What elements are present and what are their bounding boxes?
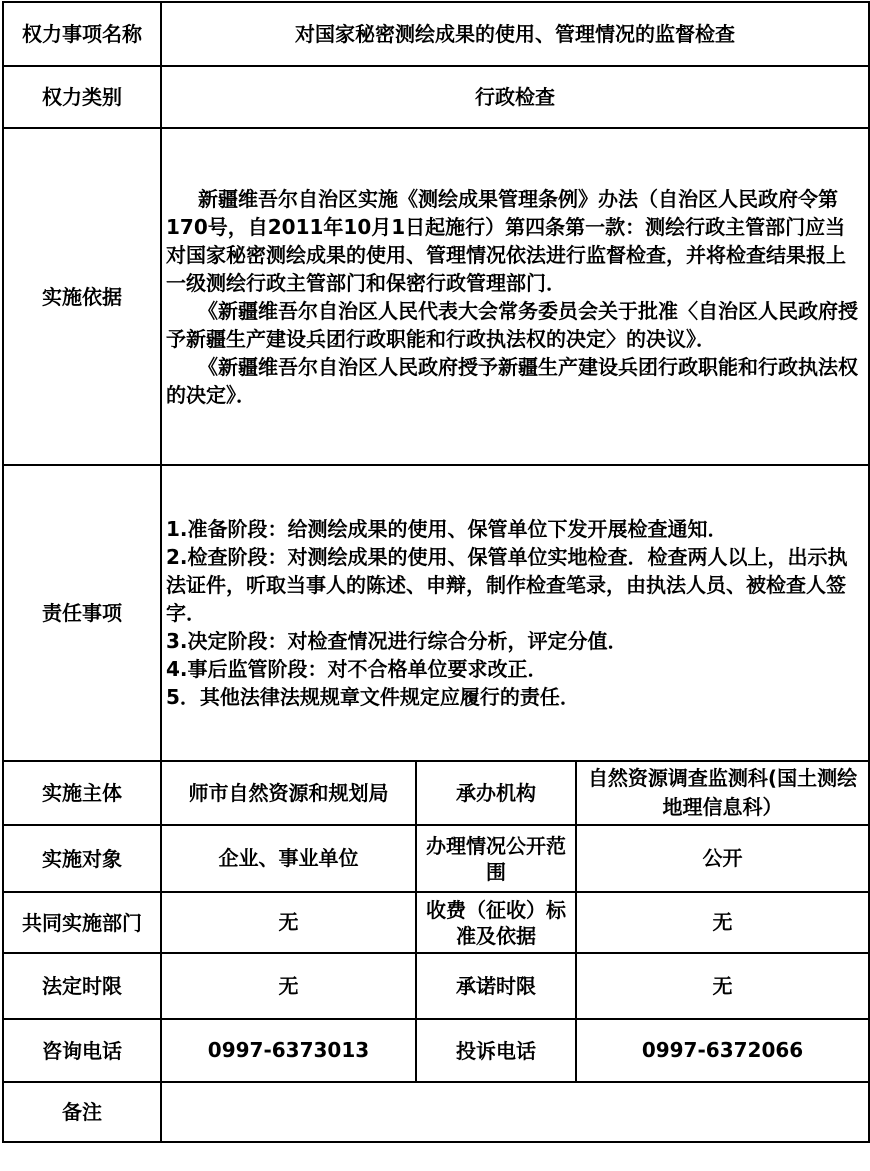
remarks-value xyxy=(161,1082,869,1142)
implementation-basis-label: 实施依据 xyxy=(3,128,161,465)
table-row-joint-departments xyxy=(3,892,869,953)
basis-paragraph: 《新疆维吾尔自治区人民代表大会常务委员会关于批准〈自治区人民政府授予新疆生产建设兵团行政职能和行政执法权的决定〉的决议》． xyxy=(166,298,858,351)
undertaking-agency-value: 自然资源调查监测科(国土测绘地理信息科） xyxy=(576,761,869,825)
table-row-implementation-basis xyxy=(3,128,869,465)
table-row-implementing-body xyxy=(3,761,869,825)
power-item-table xyxy=(2,1,870,1143)
implementation-target-label: 实施对象 xyxy=(3,825,161,892)
statutory-time-limit-value: 无 xyxy=(161,953,416,1019)
undertaking-agency-label: 承办机构 xyxy=(416,761,576,825)
responsibility-item: 1.准备阶段：给测绘成果的使用、保管单位下发开展检查通知． xyxy=(166,517,728,541)
consult-phone-value: 0997-6373013 xyxy=(161,1019,416,1082)
promised-time-limit-value: 无 xyxy=(576,953,869,1019)
responsibility-items-label: 责任事项 xyxy=(3,465,161,761)
complaint-phone-label: 投诉电话 xyxy=(416,1019,576,1082)
promised-time-limit-label: 承诺时限 xyxy=(416,953,576,1019)
joint-departments-value: 无 xyxy=(161,892,416,953)
power-item-name-label: 权力事项名称 xyxy=(3,2,161,66)
joint-departments-label: 共同实施部门 xyxy=(3,892,161,953)
power-category-label: 权力类别 xyxy=(3,66,161,128)
power-category-value: 行政检查 xyxy=(161,66,869,128)
responsibility-item: 5．其他法律法规规章文件规定应履行的责任． xyxy=(166,685,580,709)
table-row-implementation-target xyxy=(3,825,869,892)
fee-standard-value: 无 xyxy=(576,892,869,953)
implementing-body-label: 实施主体 xyxy=(3,761,161,825)
basis-paragraph: 新疆维吾尔自治区实施《测绘成果管理条例》办法（自治区人民政府令第170号，自2011年10月1日起施行）第四条第一款：测绘行政主管部门应当对国家秘密测绘成果的使用、管理情况依法进行监督检查，并将检查结果报上一级测绘行政主管部门和保密行政管理部门． xyxy=(166,186,846,295)
responsibility-item: 3.决定阶段：对检查情况进行综合分析，评定分值． xyxy=(166,629,628,653)
fee-standard-label: 收费（征收）标准及依据 xyxy=(416,892,576,953)
power-item-name-value: 对国家秘密测绘成果的使用、管理情况的监督检查 xyxy=(161,2,869,66)
table-row-power-category xyxy=(3,66,869,128)
implementation-target-value: 企业、事业单位 xyxy=(161,825,416,892)
complaint-phone-value: 0997-6372066 xyxy=(576,1019,869,1082)
consult-phone-label: 咨询电话 xyxy=(3,1019,161,1082)
table-row-responsibility-items xyxy=(3,465,869,761)
basis-paragraph: 《新疆维吾尔自治区人民政府授予新疆生产建设兵团行政职能和行政执法权的决定》． xyxy=(166,354,858,407)
remarks-label: 备注 xyxy=(3,1082,161,1142)
statutory-time-limit-label: 法定时限 xyxy=(3,953,161,1019)
disclosure-scope-value: 公开 xyxy=(576,825,869,892)
table-row-statutory-time-limit xyxy=(3,953,869,1019)
implementation-basis-content xyxy=(161,128,869,465)
responsibility-items-content xyxy=(161,465,869,761)
responsibility-item: 2.检查阶段：对测绘成果的使用、保管单位实地检查．检查两人以上，出示执法证件，听取当事人的陈述、申辩，制作检查笔录，由执法人员、被检查人签字． xyxy=(166,545,848,625)
table-row-consult-phone xyxy=(3,1019,869,1082)
implementing-body-value: 师市自然资源和规划局 xyxy=(161,761,416,825)
table-row-remarks xyxy=(3,1082,869,1142)
disclosure-scope-label: 办理情况公开范围 xyxy=(416,825,576,892)
table-row-power-item-name xyxy=(3,2,869,66)
responsibility-item: 4.事后监管阶段：对不合格单位要求改正． xyxy=(166,657,548,681)
